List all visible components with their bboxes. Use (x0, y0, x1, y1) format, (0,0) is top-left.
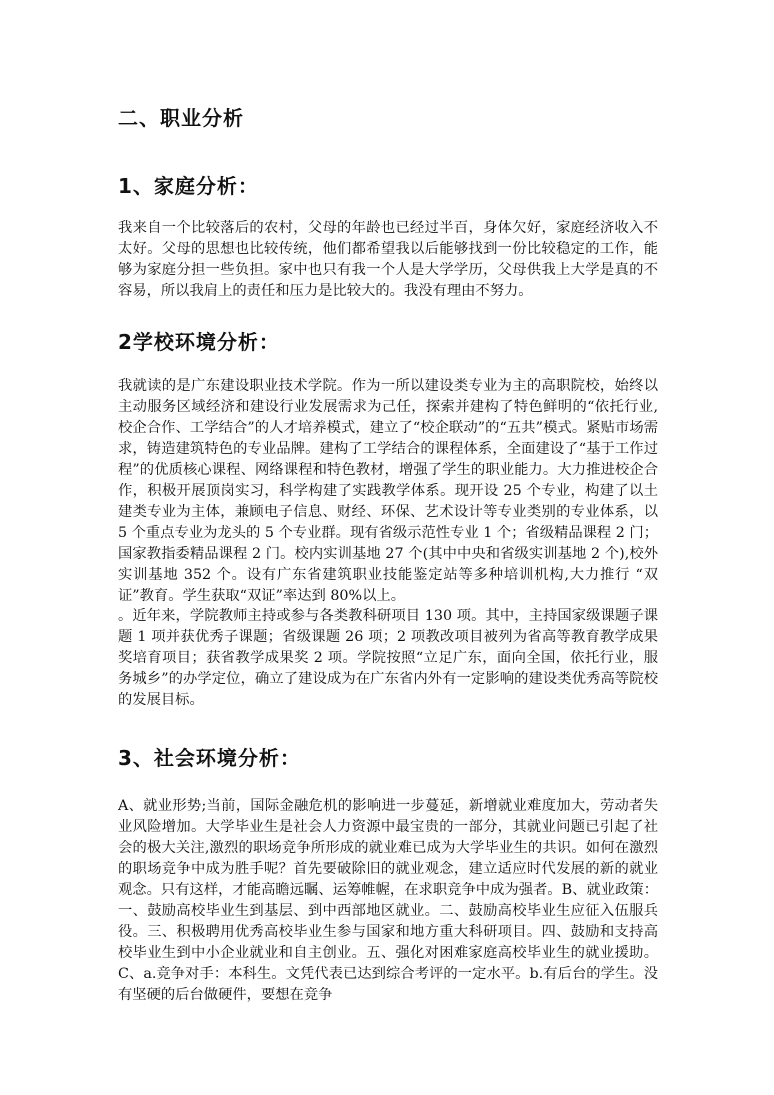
school-analysis-paragraph: 我就读的是广东建设职业技术学院。作为一所以建设类专业为主的高职院校，始终以主动服务区域经济和建设行业发展需求为己任，探索并建构了特色鲜明的“依托行业,校企合作、工学结合”的人才培养模式，建立了“校企联动”的“五共”模式。紧贴市场需求，铸造建筑特色的专业品牌。建构了工学结合的课程体系，全面建设了“基于工作过程”的优质核心课程、网络课程和特色教材，增强了学生的职业能力。大力推进校企合作，积极开展顶岗实习，科学构建了实践教学体系。现开设 25 个专业，构建了以土建类专业为主体，兼顾电子信息、财经、环保、艺术设计等专业类别的专业体系，以 5 个重点专业为龙头的 5 个专业群。现有省级示范性专业 1 个；省级精品课程 2 门；国家教指委精品课程 2 门。校内实训基地 27 个(其中中央和省级实训基地 2 个),校外实训基地 352 个。设有广东省建筑职业技能鉴定站等多种培训机构,大力推行 “双证”教育。学生获取“双证”率达到 80%以上。 (118, 378, 658, 604)
section-title: 二、职业分析 (118, 106, 244, 130)
school-analysis-paragraph-2: 。近年来，学院教师主持或参与各类教科研项目 130 项。其中，主持国家级课题子课题 1 项并获优秀子课题；省级课题 26 项；2 项教改项目被列为省高等教育教学成果奖培育项目；获省教学成果奖 2 项。学院按照“立足广东，面向全国，依托行业，服务城乡”的办学定位，确立了建设成为在广东省内外有一定影响的建设类优秀高等院校的发展目标。 (118, 608, 658, 708)
social-analysis-heading: 3、社会环境分析： (118, 746, 301, 770)
family-analysis-heading: 1、家庭分析： (118, 174, 259, 198)
social-analysis-paragraph: A、就业形势;当前，国际金融危机的影响进一步蔓延，新增就业难度加大，劳动者失业风险增加。大学毕业生是社会人力资源中最宝贵的一部分，其就业问题已引起了社会的极大关注,激烈的职场竞争所形成的就业难已成为大学毕业生的共识。如何在激烈的职场竞争中成为胜手呢？首先要破除旧的就业观念，建立适应时代发展的新的就业观念。只有这样，才能高瞻远瞩、运筹帷幄，在求职竞争中成为强者。B、就业政策：一、鼓励高校毕业生到基层、到中西部地区就业。二、鼓励高校毕业生应征入伍服兵役。三、积极聘用优秀高校毕业生参与国家和地方重大科研项目。四、鼓励和支持高校毕业生到中小企业就业和自主创业。五、强化对困难家庭高校毕业生的就业援助。C、a.竞争对手：本科生。文凭代表已达到综合考评的一定水平。b.有后台的学生。没有坚硬的后台做硬件，要想在竞争 (118, 798, 658, 1003)
family-analysis-paragraph: 我来自一个比较落后的农村，父母的年龄也已经过半百，身体欠好，家庭经济收入不太好。父母的思想也比较传统，他们都希望我以后能够找到一份比较稳定的工作，能够为家庭分担一些负担。家中也只有我一个人是大学学历，父母供我上大学是真的不容易，所以我肩上的责任和压力是比较大的。我没有理由不努力。 (118, 220, 658, 299)
school-analysis-heading: 2学校环境分析： (118, 330, 280, 354)
